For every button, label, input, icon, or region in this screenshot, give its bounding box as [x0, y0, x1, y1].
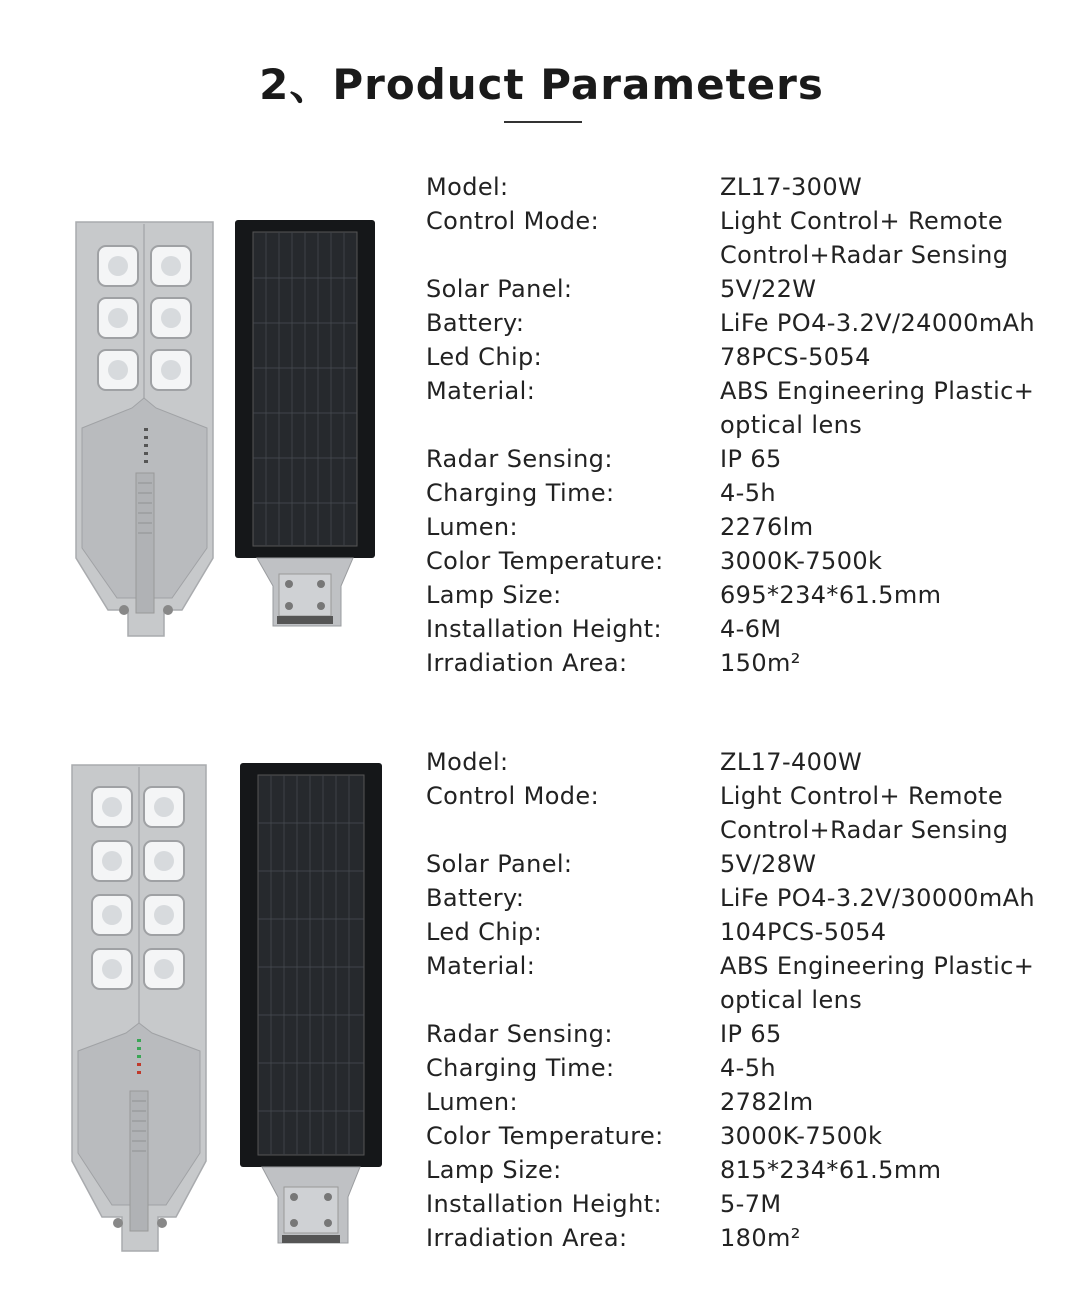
spec-value: 4-5h: [720, 1054, 777, 1082]
spec-label: Battery:: [426, 884, 525, 912]
spec-label: Control Mode:: [426, 782, 600, 810]
spec-value: 5V/28W: [720, 850, 817, 878]
spec-value: ZL17-400W: [720, 748, 863, 776]
spec-row-color-temperature: [426, 1119, 1066, 1153]
lamp-front-image: [72, 218, 217, 638]
spec-row-radar-sensing: [426, 1017, 1066, 1051]
product-section-400w: [0, 745, 1083, 1285]
spec-label: Material:: [426, 952, 536, 980]
spec-value: 150m²: [720, 649, 801, 677]
spec-row-solar-panel: [426, 847, 1066, 881]
spec-label: Battery:: [426, 309, 525, 337]
spec-label: Model:: [426, 748, 509, 776]
spec-value: ABS Engineering Plastic+ optical lens: [720, 952, 1035, 1014]
spec-value: 4-6M: [720, 615, 782, 643]
spec-label: Lamp Size:: [426, 1156, 562, 1184]
spec-row-model: [426, 170, 1066, 204]
page-title: 2、Product Parameters: [259, 60, 824, 109]
spec-list: [426, 170, 1066, 680]
spec-value: 2782lm: [720, 1088, 814, 1116]
spec-value: IP 65: [720, 445, 782, 473]
spec-row-radar-sensing: [426, 442, 1066, 476]
spec-row-irradiation-area: [426, 646, 1066, 680]
spec-value: LiFe PO4-3.2V/24000mAh: [720, 309, 1036, 337]
spec-label: Color Temperature:: [426, 1122, 664, 1150]
spec-row-control-mode: [426, 779, 1066, 847]
product-section-300w: [0, 170, 1083, 710]
lamp-front-image: [68, 761, 210, 1253]
spec-row-installation-height: [426, 1187, 1066, 1221]
spec-row-led-chip: [426, 340, 1066, 374]
spec-value: Light Control+ Remote Control+Radar Sensing: [720, 782, 1009, 844]
spec-row-led-chip: [426, 915, 1066, 949]
spec-label: Lamp Size:: [426, 581, 562, 609]
spec-label: Model:: [426, 173, 509, 201]
spec-value: Light Control+ Remote Control+Radar Sensing: [720, 207, 1009, 269]
spec-value: 2276lm: [720, 513, 814, 541]
spec-value: 3000K-7500k: [720, 547, 883, 575]
spec-label: Control Mode:: [426, 207, 600, 235]
spec-label: Material:: [426, 377, 536, 405]
spec-value: 3000K-7500k: [720, 1122, 883, 1150]
title-divider: [504, 121, 582, 123]
solar-panel-image: [238, 761, 384, 1247]
spec-row-charging-time: [426, 1051, 1066, 1085]
spec-row-solar-panel: [426, 272, 1066, 306]
spec-row-material: [426, 949, 1066, 1017]
spec-label: Radar Sensing:: [426, 1020, 613, 1048]
spec-value: ABS Engineering Plastic+ optical lens: [720, 377, 1035, 439]
spec-value: 4-5h: [720, 479, 777, 507]
spec-value: 5-7M: [720, 1190, 782, 1218]
spec-value: 5V/22W: [720, 275, 817, 303]
spec-label: Charging Time:: [426, 1054, 615, 1082]
spec-row-model: [426, 745, 1066, 779]
solar-panel-image: [233, 218, 378, 630]
spec-label: Radar Sensing:: [426, 445, 613, 473]
spec-row-control-mode: [426, 204, 1066, 272]
spec-row-installation-height: [426, 612, 1066, 646]
spec-value: 180m²: [720, 1224, 801, 1252]
spec-label: Irradiation Area:: [426, 1224, 628, 1252]
spec-value: 815*234*61.5mm: [720, 1156, 942, 1184]
spec-label: Led Chip:: [426, 343, 543, 371]
spec-row-lamp-size: [426, 578, 1066, 612]
spec-label: Lumen:: [426, 513, 519, 541]
spec-value: 695*234*61.5mm: [720, 581, 942, 609]
spec-value: 78PCS-5054: [720, 343, 871, 371]
spec-row-irradiation-area: [426, 1221, 1066, 1255]
spec-label: Installation Height:: [426, 1190, 662, 1218]
spec-label: Lumen:: [426, 1088, 519, 1116]
spec-label: Solar Panel:: [426, 275, 573, 303]
spec-label: Charging Time:: [426, 479, 615, 507]
spec-list: [426, 745, 1066, 1255]
spec-label: Led Chip:: [426, 918, 543, 946]
spec-row-lumen: [426, 510, 1066, 544]
spec-row-lamp-size: [426, 1153, 1066, 1187]
spec-label: Irradiation Area:: [426, 649, 628, 677]
spec-row-battery: [426, 306, 1066, 340]
spec-value: ZL17-300W: [720, 173, 863, 201]
spec-row-material: [426, 374, 1066, 442]
spec-row-charging-time: [426, 476, 1066, 510]
spec-label: Installation Height:: [426, 615, 662, 643]
spec-row-lumen: [426, 1085, 1066, 1119]
spec-label: Color Temperature:: [426, 547, 664, 575]
spec-row-battery: [426, 881, 1066, 915]
spec-value: 104PCS-5054: [720, 918, 887, 946]
spec-label: Solar Panel:: [426, 850, 573, 878]
spec-row-color-temperature: [426, 544, 1066, 578]
spec-value: LiFe PO4-3.2V/30000mAh: [720, 884, 1036, 912]
spec-value: IP 65: [720, 1020, 782, 1048]
